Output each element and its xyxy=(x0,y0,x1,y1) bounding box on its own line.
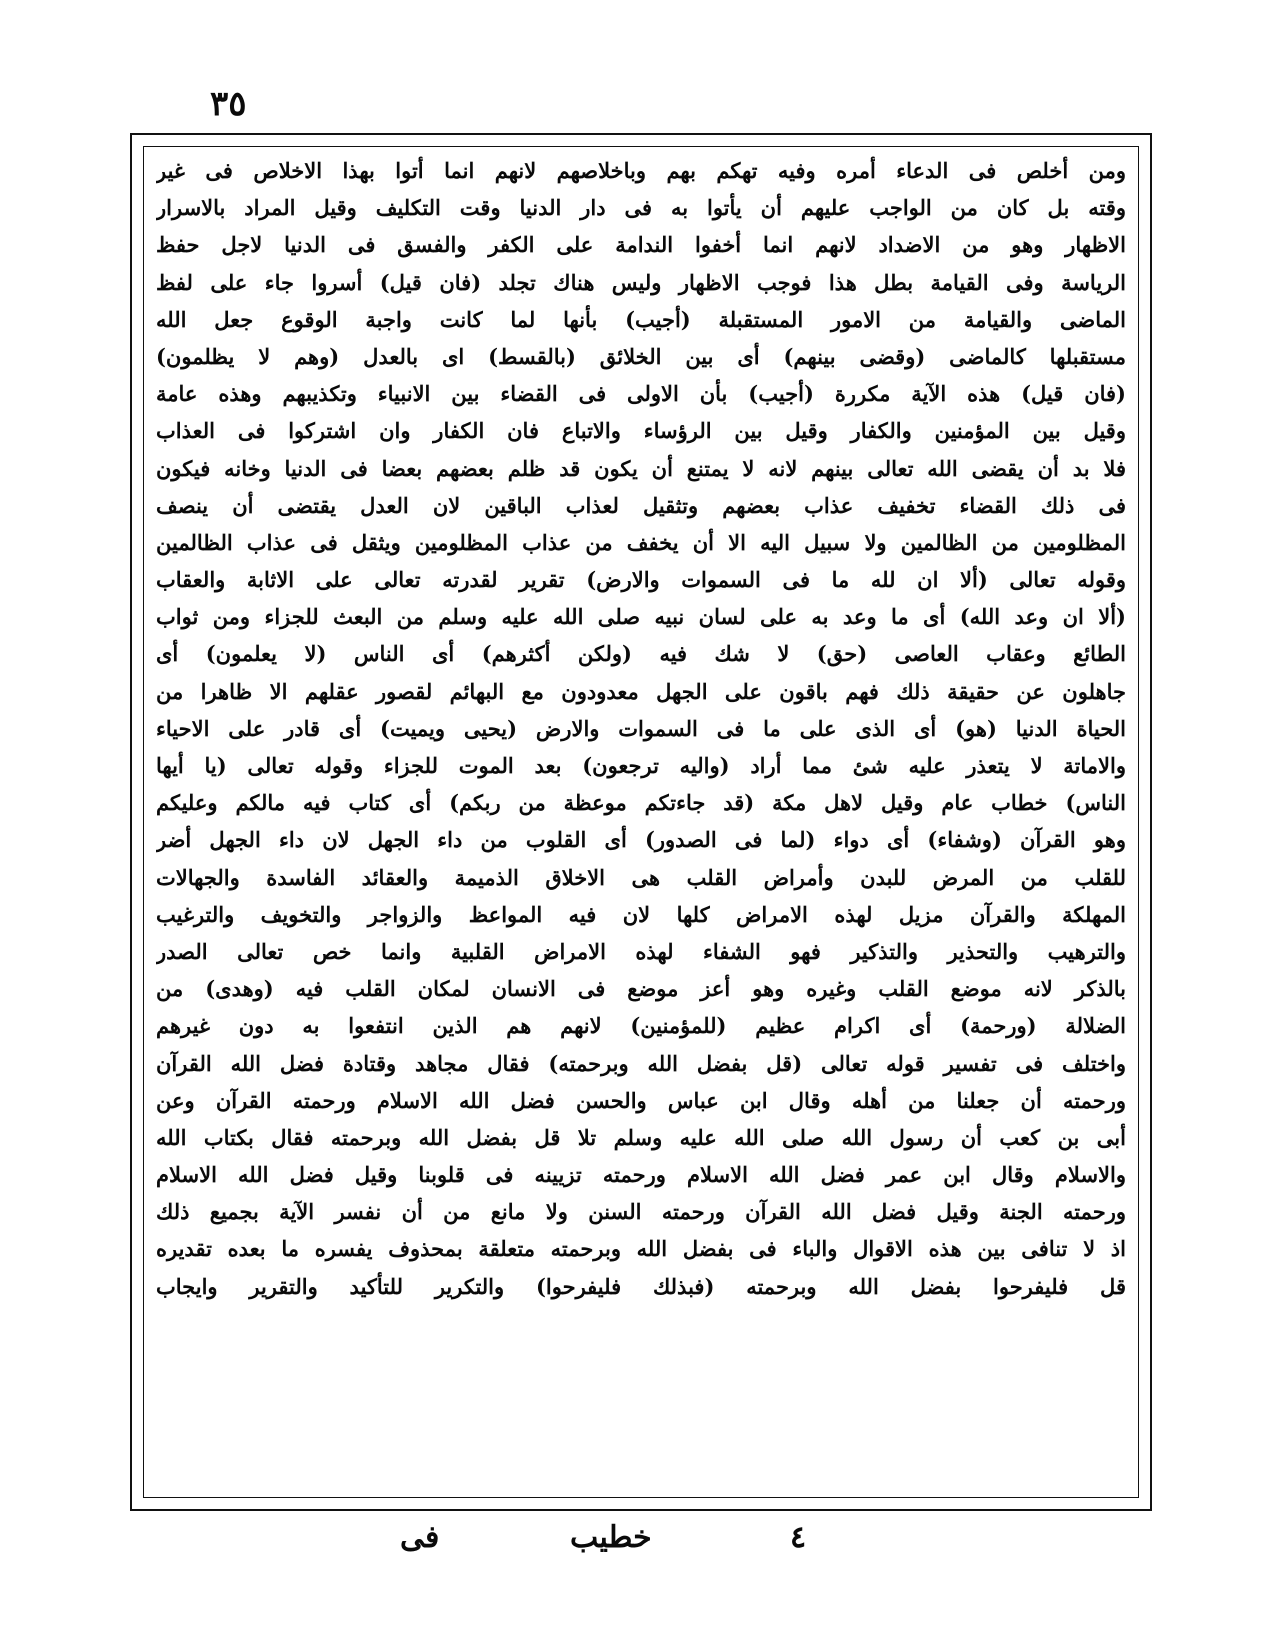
text-line: ومن أخلص فى الدعاء أمره وفيه تهكم بهم وباخلاصهم لانهم انما أتوا بهذا الاخلاص فى غير xyxy=(156,158,1126,183)
text-line: (ألا ان وعد الله) أى ما وعد به على لسان نبيه صلى الله عليه وسلم من البعث للجزاء ومن ثواب xyxy=(156,604,1126,630)
text-line: جاهلون عن حقيقة ذلك فهم باقون على الجهل معدودون مع البهائم لقصور عقلهم الا ظاهرا من xyxy=(156,678,1126,704)
signature-word: خطيب xyxy=(570,1520,652,1555)
text-line: اذ لا تنافى بين هذه الاقوال والباء فى بفضل الله وبرحمته متعلقة بمحذوف يفسره ما بعده تقديره xyxy=(156,1236,1126,1262)
text-line: وقيل بين المؤمنين والكفار وقيل بين الرؤساء والاتباع فان الكفار وان اشتركوا فى العذاب xyxy=(156,418,1126,444)
text-line: واختلف فى تفسير قوله تعالى (قل بفضل الله وبرحمته) فقال مجاهد وقتادة فضل الله القرآن xyxy=(156,1050,1126,1076)
text-line: الماضى والقيامة من الامور المستقبلة (أجيب) بأنها لما كانت واجبة الوقوع جعل الله xyxy=(156,306,1126,332)
text-line: وقوله تعالى (ألا ان لله ما فى السموات والارض) تقرير لقدرته تعالى على الاثابة والعقاب xyxy=(156,567,1126,593)
text-line: الرياسة وفى القيامة بطل هذا فوجب الاظهار وليس هناك تجلد (فان قيل) أسروا جاء على لفظ xyxy=(156,269,1126,295)
text-line: ورحمته أن جعلنا من أهله وقال ابن عباس والحسن فضل الله الاسلام ورحمته القرآن وعن xyxy=(156,1087,1126,1113)
text-line: المظلومين من الظالمين ولا سبيل اليه الا أن يخفف من عذاب المظلومين ويثقل فى عذاب الظالمين xyxy=(156,529,1126,555)
signature-number: ٤ xyxy=(790,1520,807,1555)
text-line: للقلب من المرض للبدن وأمراض القلب هى الاخلاق الذميمة والعقائد الفاسدة والجهالات xyxy=(156,864,1126,890)
text-line: الطائع وعقاب العاصى (حق) لا شك فيه (ولكن أكثرهم) أى الناس (لا يعلمون) أى xyxy=(156,641,1126,667)
text-line: أبى بن كعب أن رسول الله صلى الله عليه وسلم تلا قل بفضل الله وبرحمته فقال بكتاب الله xyxy=(156,1124,1126,1150)
text-line: مستقبلها كالماضى (وقضى بينهم) أى بين الخلائق (بالقسط) اى بالعدل (وهم لا يظلمون) xyxy=(156,343,1126,369)
text-line: الحياة الدنيا (هو) أى الذى على ما فى السموات والارض (يحيى ويميت) أى قادر على الاحياء xyxy=(156,715,1126,741)
signature-catchword: فى xyxy=(400,1520,440,1555)
text-line: وقته بل كان من الواجب عليهم أن يأتوا به فى دار الدنيا وقت التكليف وقيل المراد بالاسرار xyxy=(156,195,1126,221)
page-number: ٣٥ xyxy=(210,84,247,124)
text-line: الاظهار وهو من الاضداد لانهم انما أخفوا الندامة على الكفر والفسق فى الدنيا لاجل حفظ xyxy=(156,232,1126,258)
text-line: فلا بد أن يقضى الله تعالى بينهم لانه لا يمتنع أن يكون قد ظلم بعضهم بعضا فى الدنيا وخانه فيكون xyxy=(156,455,1126,481)
text-line: المهلكة والقرآن مزيل لهذه الامراض كلها لان فيه المواعظ والزواجر والتخويف والترغيب xyxy=(156,901,1126,927)
text-line: فى ذلك القضاء تخفيف عذاب بعضهم وتثقيل لعذاب الباقين لان العدل يقتضى أن ينصف xyxy=(156,492,1126,518)
text-line: وهو القرآن (وشفاء) أى دواء (لما فى الصدور) أى القلوب من داء الجهل لان داء الجهل أضر xyxy=(156,827,1126,853)
text-line: الضلالة (ورحمة) أى اكرام عظيم (للمؤمنين) لانهم هم الذين انتفعوا به دون غيرهم xyxy=(156,1013,1126,1039)
text-line: بالذكر لانه موضع القلب وغيره وهو أعز موضع فى الانسان لمكان القلب فيه (وهدى) من xyxy=(156,976,1126,1002)
text-line: (فان قيل) هذه الآية مكررة (أجيب) بأن الاولى فى القضاء بين الانبياء وتكذيبهم وهذه عامة xyxy=(156,381,1126,407)
text-line: الناس) خطاب عام وقيل لاهل مكة (قد جاءتكم موعظة من ربكم) أى كتاب فيه مالكم وعليكم xyxy=(156,790,1126,816)
text-line: والاسلام وقال ابن عمر فضل الله الاسلام ورحمته تزيينه فى قلوبنا وقيل فضل الله الاسلام xyxy=(156,1162,1126,1188)
arabic-text-body xyxy=(150,152,1132,1492)
page-footer xyxy=(0,1520,1275,1570)
text-line: والاماتة لا يتعذر عليه شئ مما أراد (واليه ترجعون) بعد الموت للجزاء وقوله تعالى (يا أيها xyxy=(156,753,1126,778)
text-line: قل فليفرحوا بفضل الله وبرحمته (فبذلك فليفرحوا) والتكرير للتأكيد والتقرير وايجاب xyxy=(156,1273,1126,1299)
text-line: والترهيب والتحذير والتذكير فهو الشفاء لهذه الامراض القلبية وانما خص تعالى الصدر xyxy=(156,938,1126,964)
text-line: ورحمته الجنة وقيل فضل الله القرآن ورحمته السنن ولا مانع من أن نفسر الآية بجميع ذلك xyxy=(156,1199,1126,1225)
